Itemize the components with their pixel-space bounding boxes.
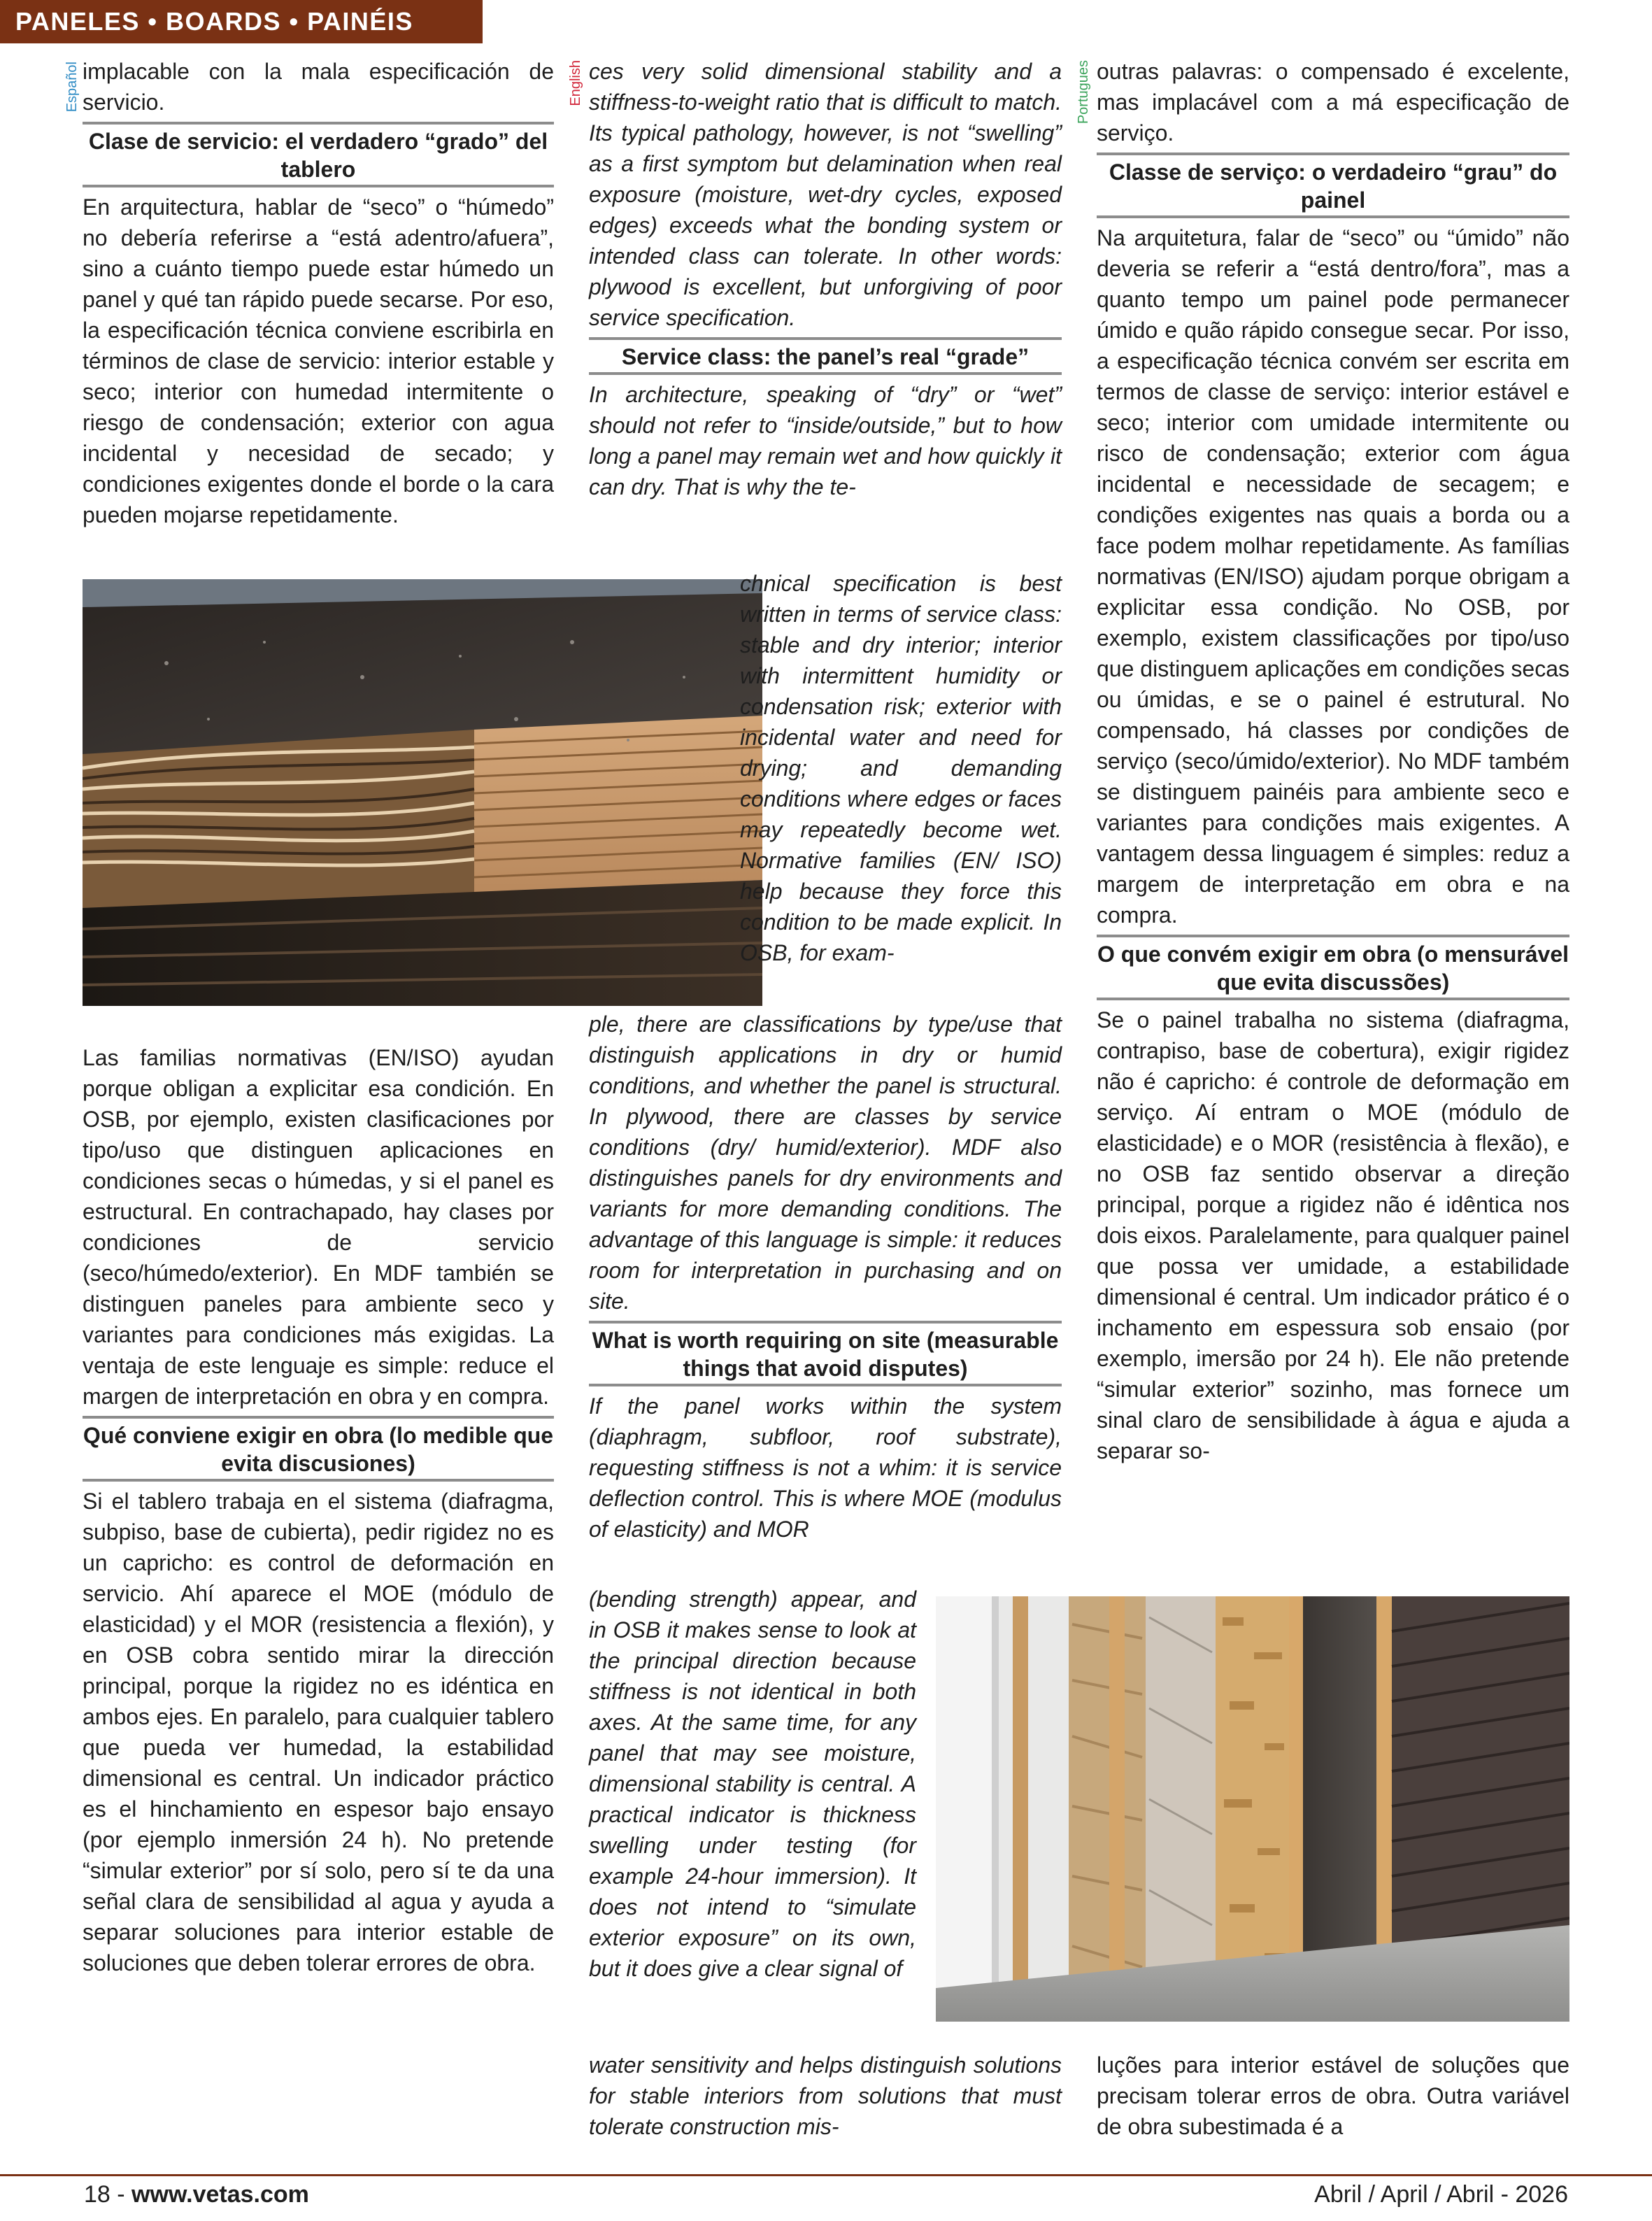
en-paragraph: (bending strength) appear, and in OSB it makes sense to look at the principal direction because stiffness is not identical in both axes. At the same time, for any panel that may see moisture, dimensional stability is central. A practical indicator is thickness swelling under testing (for example 24-hour immersion). It does not intend to “simulate exterior exposure” on its own, but it does give a clear signal of — [589, 1587, 916, 1981]
portuguese-column-top — [1097, 56, 1569, 1466]
es-section-heading: Clase de servicio: el verdadero “grado” del tablero — [83, 122, 554, 187]
pt-section-heading: Classe de serviço: o verdadeiro “grau” do painel — [1097, 152, 1569, 218]
english-column-narrow — [589, 1584, 916, 1984]
language-label-en: English — [568, 60, 583, 106]
language-label-es: Español — [64, 62, 80, 113]
english-column-middle — [589, 1009, 1062, 1545]
footer-rule — [0, 2174, 1652, 2176]
portuguese-column-bottom — [1097, 2050, 1569, 2142]
pt-paragraph: luções para interior estável de soluções que precisam tolerar erros de obra. Outra variável de obra subestimada é a — [1097, 2052, 1569, 2139]
en-section-heading: What is worth requiring on site (measurable things that avoid disputes) — [589, 1321, 1062, 1386]
pt-paragraph: Na arquitetura, falar de “seco” ou “úmido” não deveria se referir a “está dentro/fora”, mas a quanto tempo um painel pode permanecer úmido e quão rápido consegue secar. Por isso, a especificação técnica convém ser escrita em termos de classe de serviço: interior estável e seco; interior com umidade intermitente ou risco de condensação; exterior com água incidental e necessidade de secagem; e condições exigentes nas quais a borda ou a face podem molhar repetidamente. As famílias normativas (EN/ISO) ajudam porque obrigam a explicitar essa condição. No OSB, por exemplo, existem classificações por tipo/uso que distinguem aplicações em condições secas ou úmidas, e se o painel é estrutural. No compensado, há classes por condições de serviço (seco/úmido/exterior). No MDF também se distinguem painéis para ambiente seco e variantes para condições mais exigentes. A vantagem dessa linguagem é simples: reduz a margem de interpretação em obra e na compra. — [1097, 225, 1569, 928]
es-section-heading: Qué conviene exigir en obra (lo medible que evita discusiones) — [83, 1416, 554, 1482]
spanish-column-top — [83, 56, 554, 530]
en-paragraph: ces very solid dimensional stability and a stiffness-to-weight ratio that is difficult to match. Its typical pathology, however, is not “swelling” as a first symptom but delamination when real exposure (moisture, wet-dry cycles, exposed edges) exceeds what the bonding system or intended class can tolerate. In other words: plywood is excellent, but unforgiving of poor service specification. — [589, 59, 1062, 330]
section-header — [0, 0, 483, 43]
footer-page-info — [84, 2181, 309, 2208]
section-title: PANELES • BOARDS • PAINÉIS — [15, 7, 413, 36]
english-column-top — [589, 56, 1062, 502]
pt-paragraph: outras palavras: o compensado é excelente, mas implacável com a má especificação de serviço. — [1097, 59, 1569, 146]
delaminated-plywood-photo — [83, 579, 762, 1006]
en-paragraph: water sensitivity and helps distinguish solutions for stable interiors from solutions that must tolerate construction mis- — [589, 2052, 1062, 2139]
pt-section-heading: O que convém exigir em obra (o mensurável que evita discussões) — [1097, 935, 1569, 1000]
pt-paragraph: Se o painel trabalha no sistema (diafragma, contrapiso, base de cobertura), exigir rigidez não é capricho: é controle de deformação em serviço. Aí entram o MOE (módulo de elasticidade) e o MOR (resistência à flexão), e no OSB faz sentido observar a direção principal, porque a rigidez não é idêntica nos dois eixos. Paralelamente, para qualquer painel que possa ver umidade, a estabilidade dimensional é central. Um indicador prático é o inchamento em espessura sob ensaio (por exemplo, imersão por 24 h). Ele não pretende “simular exterior” sozinho, mas fornece um sinal claro de sensibilidade à água e ajuda a separar so- — [1097, 1007, 1569, 1463]
footer-separator: - — [110, 2181, 132, 2208]
en-section-heading: Service class: the panel’s real “grade” — [589, 337, 1062, 375]
english-column-wrap — [740, 568, 1062, 968]
wall-assembly-layers-photo — [936, 1596, 1569, 2022]
en-paragraph: chnical specification is best written in terms of service class: stable and dry interior; interior with intermittent humidity or condensation risk; exterior with incidental water and need for drying; and demanding conditions where edges or faces may repeatedly become wet. Normative families (EN/ ISO) help because they force this condition to be made explicit. In OSB, for exam- — [740, 571, 1062, 965]
en-paragraph: In architecture, speaking of “dry” or “wet” should not refer to “inside/outside,” but to how long a panel may remain wet and how quickly it can dry. That is why the te- — [589, 382, 1062, 499]
page-number: 18 — [84, 2181, 111, 2208]
en-paragraph: If the panel works within the system (diaphragm, subfloor, roof substrate), requesting stiffness is not a whim: it is service deflection control. This is where MOE (modulus of elasticity) and MOR — [589, 1393, 1062, 1542]
spanish-column-bottom — [83, 1042, 554, 1978]
english-column-bottom — [589, 2050, 1062, 2142]
language-label-pt: Portugues — [1076, 60, 1091, 125]
website-link[interactable]: www.vetas.com — [131, 2181, 309, 2208]
es-paragraph: Las familias normativas (EN/ISO) ayudan porque obligan a explicitar esa condición. En OSB, por ejemplo, existen clasificaciones por tipo/uso que distinguen aplicaciones en condiciones secas o húmedas, y si el panel es estructural. En contrachapado, hay clases por condiciones de servicio (seco/húmedo/exterior). En MDF también se distinguen paneles para ambiente seco y variantes para condiciones más exigidas. La ventaja de este lenguaje es simple: reduce el margen de interpretación en obra y en compra. — [83, 1045, 554, 1409]
es-paragraph: implacable con la mala especificación de servicio. — [83, 59, 554, 115]
en-paragraph: ple, there are classifications by type/use that distinguish applications in dry or humid conditions, and whether the panel is structural. In plywood, there are classes by service conditions (dry/ humid/exterior). MDF also distinguishes panels for dry environments and variants for more demanding conditions. The advantage of this language is simple: it reduces room for interpretation in purchasing and on site. — [589, 1012, 1062, 1314]
footer-issue-date: Abril / April / Abril - 2026 — [1314, 2181, 1568, 2208]
es-paragraph: En arquitectura, hablar de “seco” o “húmedo” no debería referirse a “está adentro/afuera”, sino a cuánto tiempo puede estar húmedo un panel y qué tan rápido puede secarse. Por eso, la especificación técnica conviene escribirla en términos de clase de servicio: interior estable y seco; interior con humedad intermitente o riesgo de condensación; exterior con agua incidental y necesidad de secado; y condiciones exigentes donde el borde o la cara pueden mojarse repetidamente. — [83, 194, 554, 527]
es-paragraph: Si el tablero trabaja en el sistema (diafragma, subpiso, base de cubierta), pedir rigidez no es un capricho: es control de deformación en servicio. Ahí aparece el MOE (módulo de elasticidad) y el MOR (resistencia a flexión), y en OSB cobra sentido mirar la dirección principal, porque la rigidez no es idéntica en ambos ejes. En paralelo, para cualquier tablero que pueda ver humedad, la estabilidad dimensional es central. Un indicador práctico es el hinchamiento en espesor bajo ensayo (por ejemplo inmersión 24 h). No pretende “simular exterior” por sí solo, pero sí te da una señal clara de sensibilidad al agua y ayuda a separar soluciones para interior estable de soluciones que deben tolerar errores de obra. — [83, 1489, 554, 1975]
